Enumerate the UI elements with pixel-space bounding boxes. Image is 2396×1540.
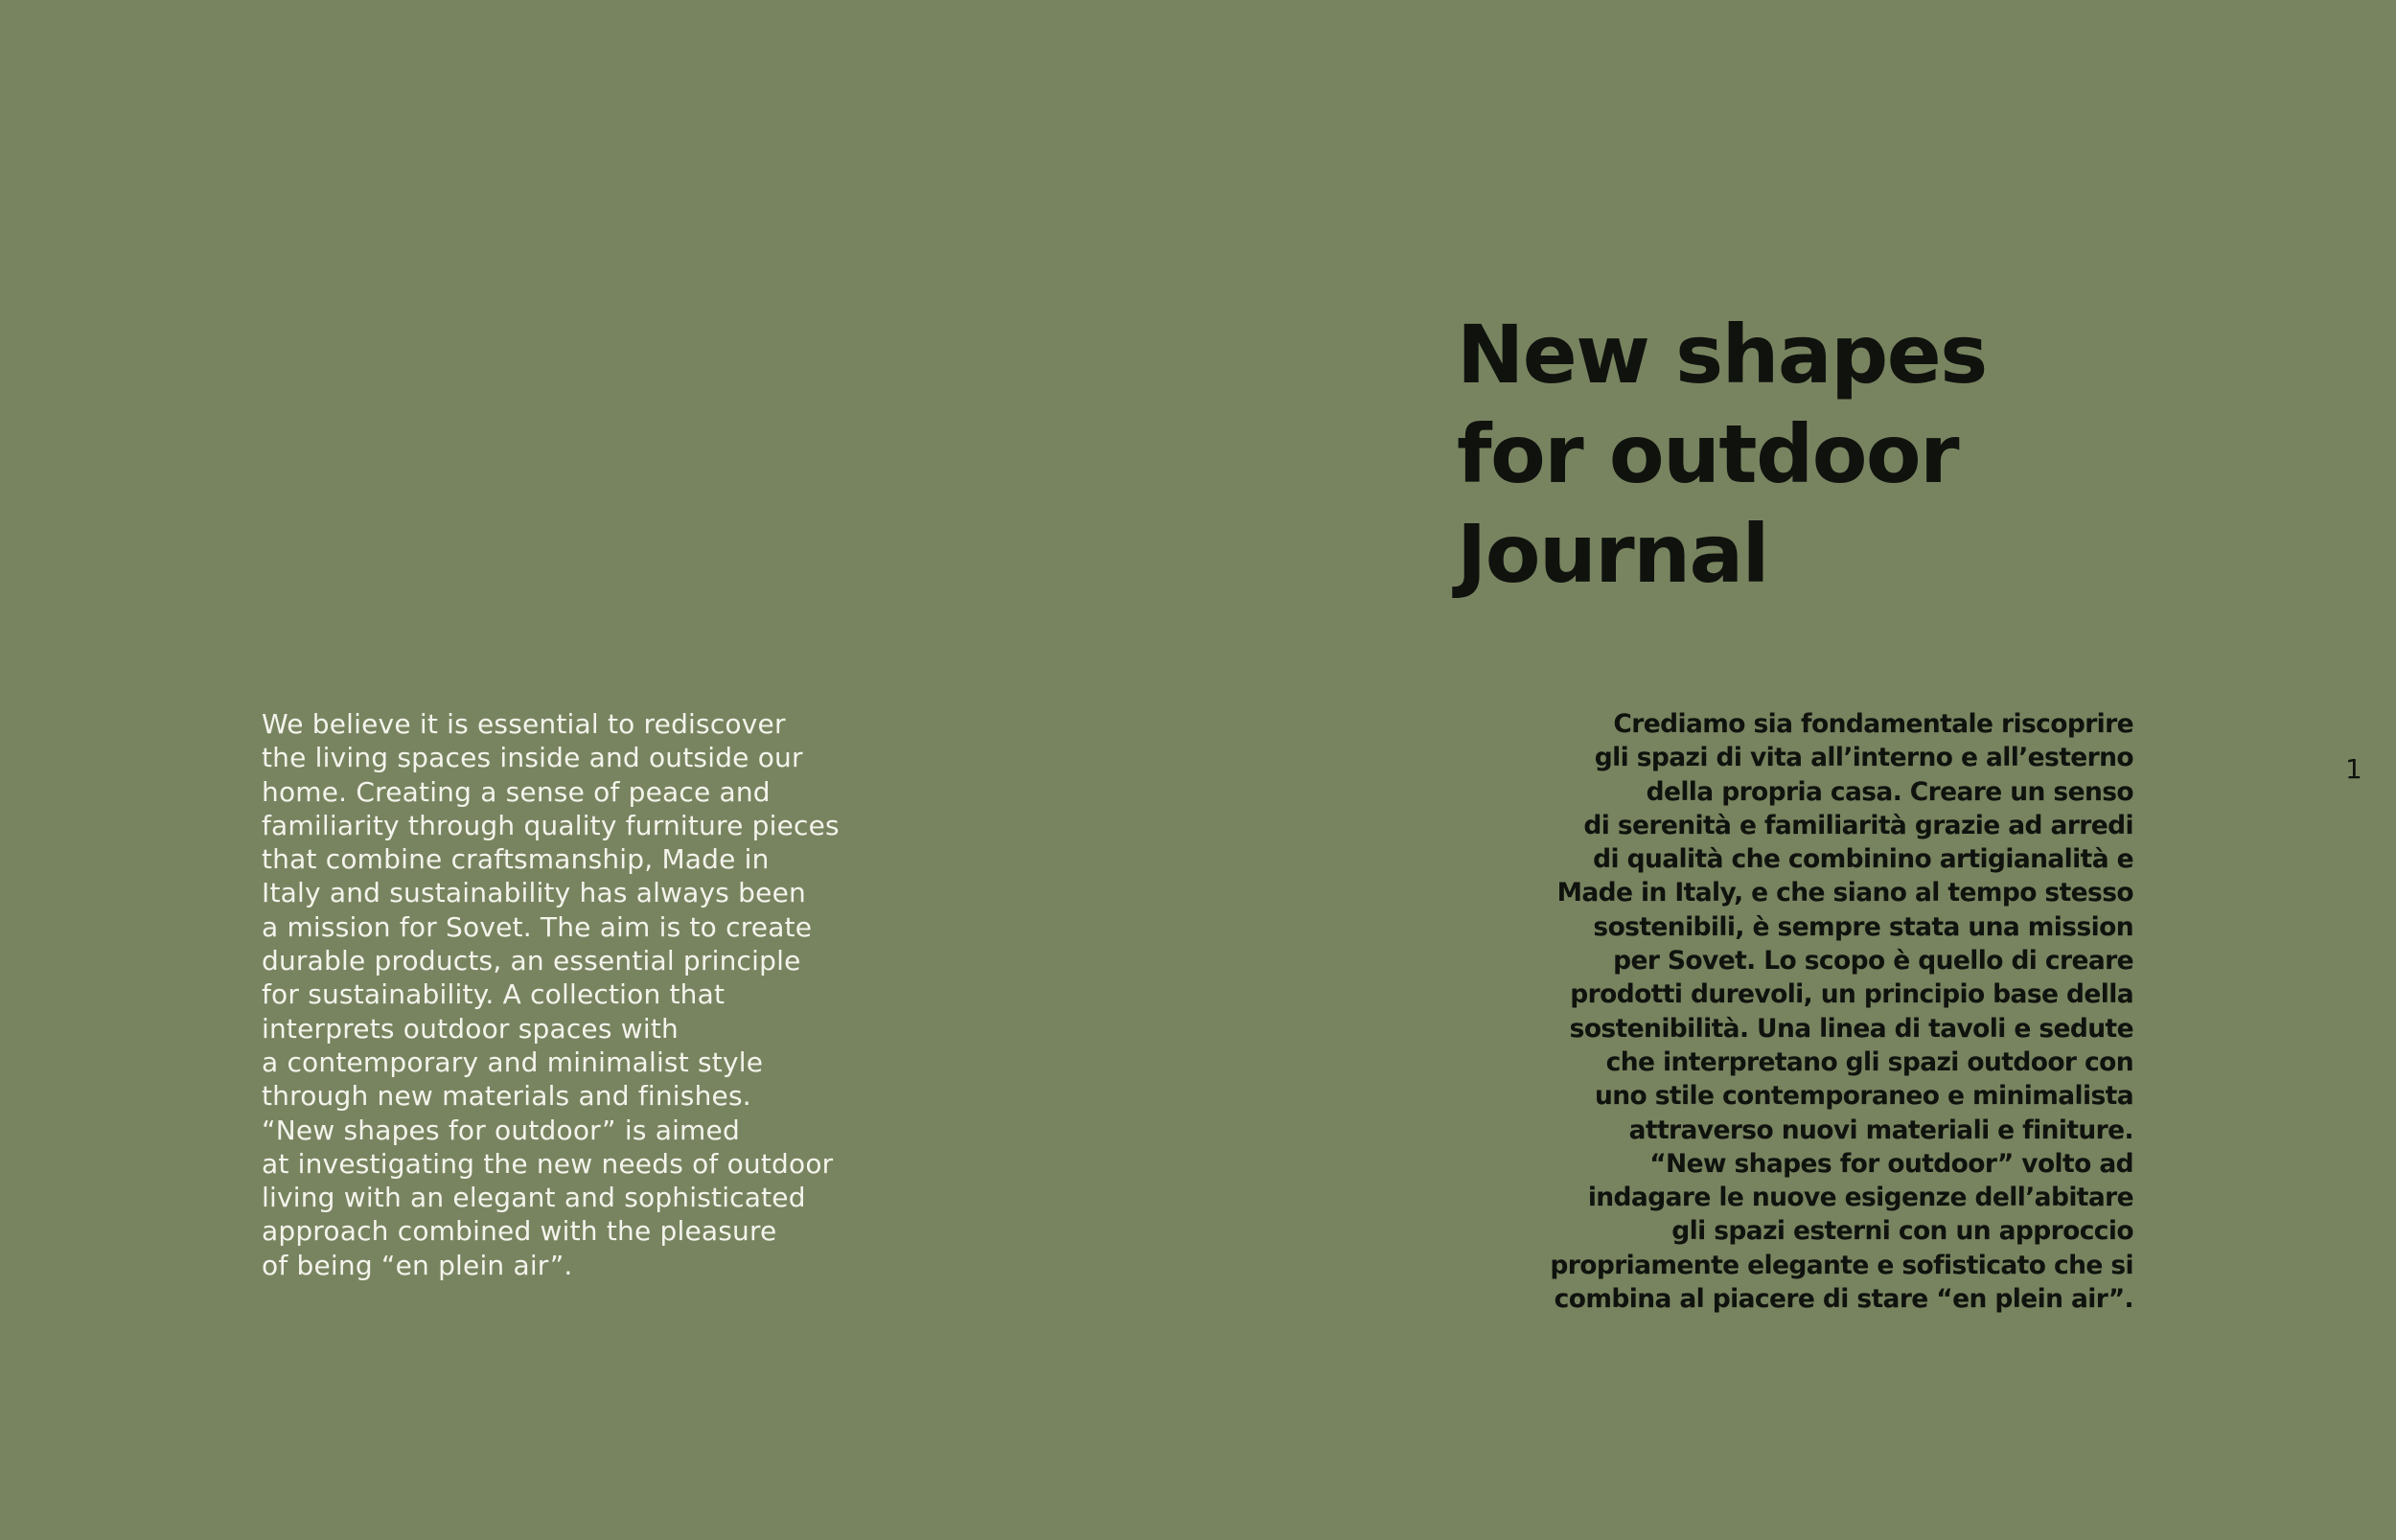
text-line: a contemporary and minimalist style: [262, 1046, 764, 1078]
text-line: of being “en plein air”.: [262, 1249, 573, 1281]
text-line: a mission for Sovet. The aim is to create: [262, 910, 813, 943]
text-line: propriamente elegante e sofisticato che si: [1550, 1250, 2133, 1280]
title-line: Journal: [1457, 507, 1768, 601]
text-line: di serenità e familiarità grazie ad arredi: [1583, 810, 2133, 840]
text-line: for sustainability. A collection that: [262, 978, 726, 1011]
text-line: attraverso nuovi materiali e finiture.: [1628, 1115, 2133, 1145]
title-line: for outdoor: [1457, 407, 1959, 501]
text-line: interprets outdoor spaces with: [262, 1012, 679, 1045]
title-line: New shapes: [1457, 308, 1987, 402]
text-line: Made in Italy, e che siano al tempo stesso: [1556, 878, 2133, 908]
text-line: the living spaces inside and outside our: [262, 742, 803, 774]
text-line: combina al piacere di stare “en plein air”.: [1554, 1284, 2133, 1315]
text-line: that combine craftsmanship, Made in: [262, 843, 770, 876]
text-line: che interpretano gli spazi outdoor con: [1605, 1046, 2133, 1077]
page-title: [1457, 305, 1987, 604]
text-line: home. Creating a sense of peace and: [262, 775, 771, 808]
text-line: “New shapes for outdoor” volto ad: [1649, 1148, 2133, 1179]
text-line: “New shapes for outdoor” is aimed: [262, 1114, 740, 1146]
text-line: sostenibili, è sempre stata una mission: [1593, 911, 2133, 942]
page-number: 1: [2345, 753, 2362, 785]
text-line: per Sovet. Lo scopo è quello di creare: [1613, 946, 2133, 977]
text-line: indagare le nuove esigenze dell’abitare: [1587, 1183, 2133, 1213]
english-paragraph: [262, 707, 840, 1282]
text-line: familiarity through quality furniture pieces: [262, 809, 840, 841]
text-line: uno stile contemporaneo e minimalista: [1594, 1081, 2133, 1112]
text-line: Crediamo sia fondamentale riscoprire: [1613, 709, 2133, 739]
text-line: sostenibilità. Una linea di tavoli e sedute: [1569, 1013, 2133, 1044]
text-line: approach combined with the pleasure: [262, 1215, 777, 1248]
text-line: gli spazi di vita all’interno e all’esterno: [1594, 743, 2133, 773]
text-line: We believe it is essential to rediscover: [262, 708, 786, 740]
text-line: di qualità che combinino artigianalità e: [1593, 844, 2133, 875]
text-line: at investigating the new needs of outdoor: [262, 1147, 834, 1180]
text-line: through new materials and finishes.: [262, 1080, 751, 1113]
text-line: prodotti durevoli, un principio base della: [1570, 979, 2133, 1010]
italian-paragraph: [1550, 707, 2133, 1316]
text-line: living with an elegant and sophisticated: [262, 1182, 806, 1214]
text-line: durable products, an essential principle: [262, 945, 801, 977]
text-line: della propria casa. Creare un senso: [1646, 776, 2133, 807]
text-line: gli spazi esterni con un approccio: [1671, 1216, 2133, 1247]
text-line: Italy and sustainability has always been: [262, 877, 806, 909]
